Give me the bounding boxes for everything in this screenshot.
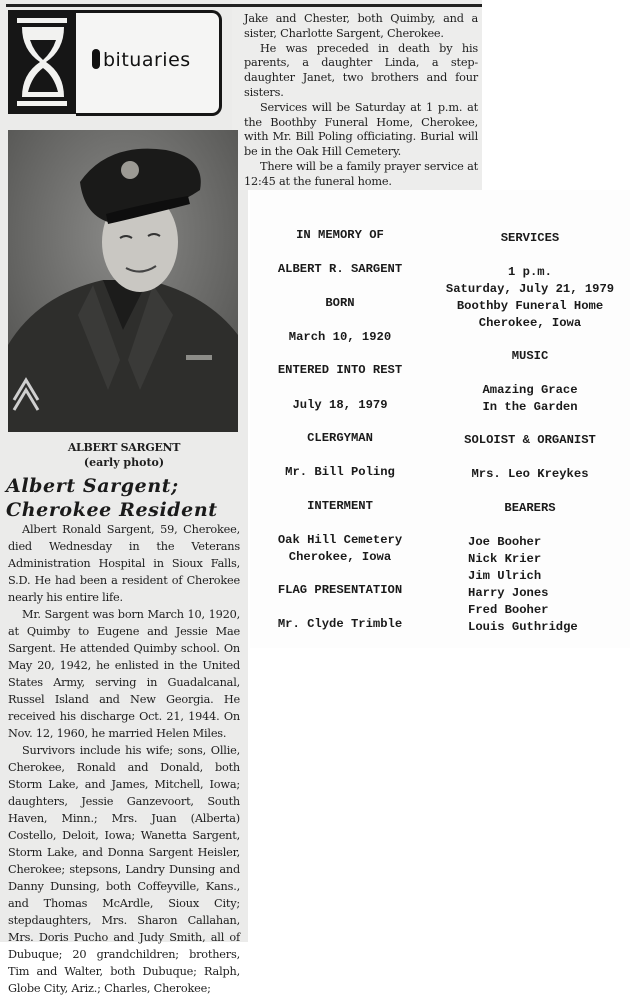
flag-label: FLAG PRESENTATION <box>277 583 403 597</box>
photo-caption-note: (early photo) <box>83 456 165 469</box>
obituary-article <box>8 521 240 997</box>
title-initial-block <box>92 49 100 69</box>
services-city: Cherokee, Iowa <box>478 316 582 330</box>
clergyman-name: Mr. Bill Poling <box>285 465 395 479</box>
music-item: Amazing Grace <box>482 383 578 397</box>
services-time: 1 p.m. <box>508 265 552 279</box>
bearers-label: BEARERS <box>504 501 556 515</box>
music-item: In the Garden <box>482 400 578 414</box>
article-paragraph: Mr. Sargent was born March 10, 1920, at Quimby to Eugene and Jessie Mae Sargent. He attended Quimby school. On May 20, 1942, he enlisted in the United States Army, serving in Guadalcanal, Russel Island and New Georgia. He received his discharge Oct. 21, 1944. On Nov. 12, 1960, he married Helen Miles. <box>8 608 240 740</box>
in-memory-label: IN MEMORY OF <box>296 228 384 242</box>
bearer-name: Harry Jones <box>468 586 549 600</box>
memorial-card <box>250 190 630 648</box>
article-continuation <box>244 12 478 190</box>
deceased-name: ALBERT R. SARGENT <box>277 262 403 276</box>
bearer-name: Louis Guthridge <box>468 620 578 634</box>
continuation-paragraph: He was preceded in death by his parents, a daughter Linda, a step-daughter Janet, two brothers and four sisters. <box>244 41 478 99</box>
continuation-paragraph: There will be a family prayer service at 12:45 at the funeral home. <box>244 159 478 188</box>
obituaries-header <box>8 10 221 114</box>
bearer-name: Jim Ulrich <box>468 569 542 583</box>
photo-caption-name: ALBERT SARGENT <box>67 441 181 454</box>
continuation-paragraph: Services will be Saturday at 1 p.m. at the Boothby Funeral Home, Cherokee, with Mr. Bill Poling officiating. Burial will be in the Oak Hill Cemetery. <box>244 100 478 159</box>
bearer-name: Joe Booher <box>468 535 542 549</box>
clergyman-label: CLERGYMAN <box>307 431 373 445</box>
interment-city: Cherokee, Iowa <box>288 550 392 564</box>
flag-presenter: Mr. Clyde Trimble <box>277 617 403 631</box>
born-date: March 10, 1920 <box>288 330 392 344</box>
services-place: Boothby Funeral Home <box>456 299 604 313</box>
headline-line-1: Albert Sargent; <box>6 475 179 497</box>
services-date: Saturday, July 21, 1979 <box>445 282 615 296</box>
rest-label: ENTERED INTO REST <box>277 363 403 377</box>
born-label: BORN <box>325 296 355 310</box>
portrait-image <box>8 130 238 432</box>
headline-line-2: Cherokee Resident <box>6 499 218 521</box>
services-label: SERVICES <box>500 231 560 245</box>
article-headline <box>6 474 218 522</box>
bearer-name: Nick Krier <box>468 552 542 566</box>
music-label: MUSIC <box>511 349 549 363</box>
continuation-paragraph: Jake and Chester, both Quimby, and a sister, Charlotte Sargent, Cherokee. <box>244 12 478 40</box>
article-paragraph: Survivors include his wife; sons, Ollie, Cherokee, Ronald and Donald, both Storm Lake, and James, Mitchell, Iowa; daughters, Jessie Ganzevoort, South Haven, Minn.; Mrs. Juan (Alberta) Costello, Deloit, Iowa; Wanetta Sargent, Storm Lake, and Donna Sargent Heisler, Cherokee; stepsons, Landry Dunsing and Danny Dunsing, both Coffeyville, Kans., and Thomas McArdle, Sioux City; stepdaughters, Mrs. Sharon Callahan, Mrs. Doris Pucho and Judy Smith, all of Dubuque; 20 grandchildren; brothers, Tim and Walter, both Dubuque; Ralph, Globe City, Ariz.; Charles, Cherokee; <box>8 744 240 995</box>
bearer-name: Fred Booher <box>468 603 549 617</box>
soloist-label: SOLOIST & ORGANIST <box>464 433 596 447</box>
rest-date: July 18, 1979 <box>292 398 388 412</box>
interment-label: INTERMENT <box>307 499 373 513</box>
section-title <box>92 49 191 71</box>
section-title-text: bituaries <box>103 49 191 71</box>
portrait-photo <box>8 130 238 432</box>
article-paragraph: Albert Ronald Sargent, 59, Cherokee, died Wednesday in the Veterans Administration Hospital in Sioux Falls, S.D. He had been a resident of Cherokee nearly his entire life. <box>8 523 240 604</box>
soloist-name: Mrs. Leo Kreykes <box>471 467 589 481</box>
hourglass-icon <box>8 10 78 114</box>
title-frame <box>76 10 222 116</box>
top-rule <box>6 4 482 7</box>
interment-place: Oak Hill Cemetery <box>277 533 403 547</box>
